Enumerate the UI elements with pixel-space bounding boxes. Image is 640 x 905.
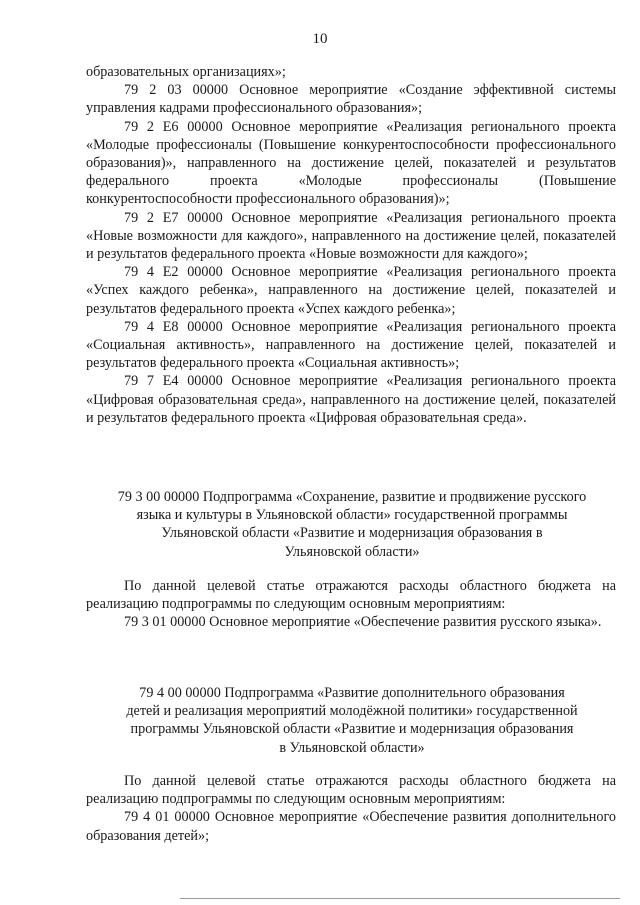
paragraph-item-79-4-e2: 79 4 Е2 00000 Основное мероприятие «Реализация регионального проекта «Успех каждого ребенка», направленного на достижение целей, показателей и результатов федерального проекта «Успех каждого ребенка»; [86, 264, 616, 317]
subprogram-79-4-body [86, 772, 616, 845]
paragraph-item-79-2-03: 79 2 03 00000 Основное мероприятие «Создание эффективной системы управления кадрами профессионального образования»; [86, 82, 616, 117]
heading-line: Ульяновской области «Развитие и модернизация образования в [161, 525, 543, 542]
heading-line: 79 3 00 00000 Подпрограмма «Сохранение, развитие и продвижение русского [117, 489, 587, 505]
heading-line: в Ульяновской области» [279, 739, 425, 756]
paragraph-intro: По данной целевой статье отражаются расходы областного бюджета на реализацию подпрограммы по следующим основным мероприятиям: [86, 578, 616, 613]
subprogram-heading-79-4 [80, 684, 624, 757]
heading-line: 79 4 00 00000 Подпрограмма «Развитие дополнительного образования [139, 685, 565, 701]
subprogram-heading-79-3 [80, 488, 624, 561]
paragraph-item-79-4-01: 79 4 01 00000 Основное мероприятие «Обеспечение развития дополнительного образования детей»; [86, 809, 616, 844]
paragraph-item-79-3-01: 79 3 01 00000 Основное мероприятие «Обеспечение развития русского языка». [124, 614, 602, 631]
subprogram-79-3-body [86, 577, 616, 632]
paragraph-item-79-4-e8: 79 4 Е8 00000 Основное мероприятие «Реализация регионального проекта «Социальная активность», направленного на достижение целей, показателей и результатов федерального проекта «Социальная активность»; [86, 318, 616, 372]
paragraph-intro: По данной целевой статье отражаются расходы областного бюджета на реализацию подпрограммы по следующим основным мероприятиям: [86, 773, 616, 808]
paragraph-continuation: образовательных организациях»; [86, 64, 286, 80]
footer-divider [180, 898, 620, 899]
heading-line: программы Ульяновской области «Развитие и модернизация образования [130, 721, 574, 738]
paragraph-item-79-2-e7: 79 2 Е7 00000 Основное мероприятие «Реализация регионального проекта «Новые возможности для каждого», направленного на достижение целей, показателей и результатов федерального проекта «Новые возможности для каждого»; [86, 209, 616, 263]
paragraph-item-79-7-e4: 79 7 Е4 00000 Основное мероприятие «Реализация регионального проекта «Цифровая образовательная среда», направленного на достижение целей, показателей и результатов федерального проекта «Цифровая образовательная среда». [86, 373, 616, 426]
paragraph-item-79-2-e6: 79 2 Е6 00000 Основное мероприятие «Реализация регионального проекта «Молодые профессионалы (Повышение конкурентоспособности профессионального образования)», направленного на достижение целей, показателей и результатов федерального проекта «Молодые профессионалы (Повышение конкурентоспособности профессионального образования)»; [86, 118, 616, 208]
heading-line: языка и культуры в Ульяновской области» государственной программы [136, 507, 568, 524]
heading-line: детей и реализация мероприятий молодёжной политики» государственной [126, 703, 578, 720]
page-number: 10 [312, 31, 328, 47]
budget-items-list [86, 63, 616, 427]
heading-line: Ульяновской области» [284, 543, 420, 560]
